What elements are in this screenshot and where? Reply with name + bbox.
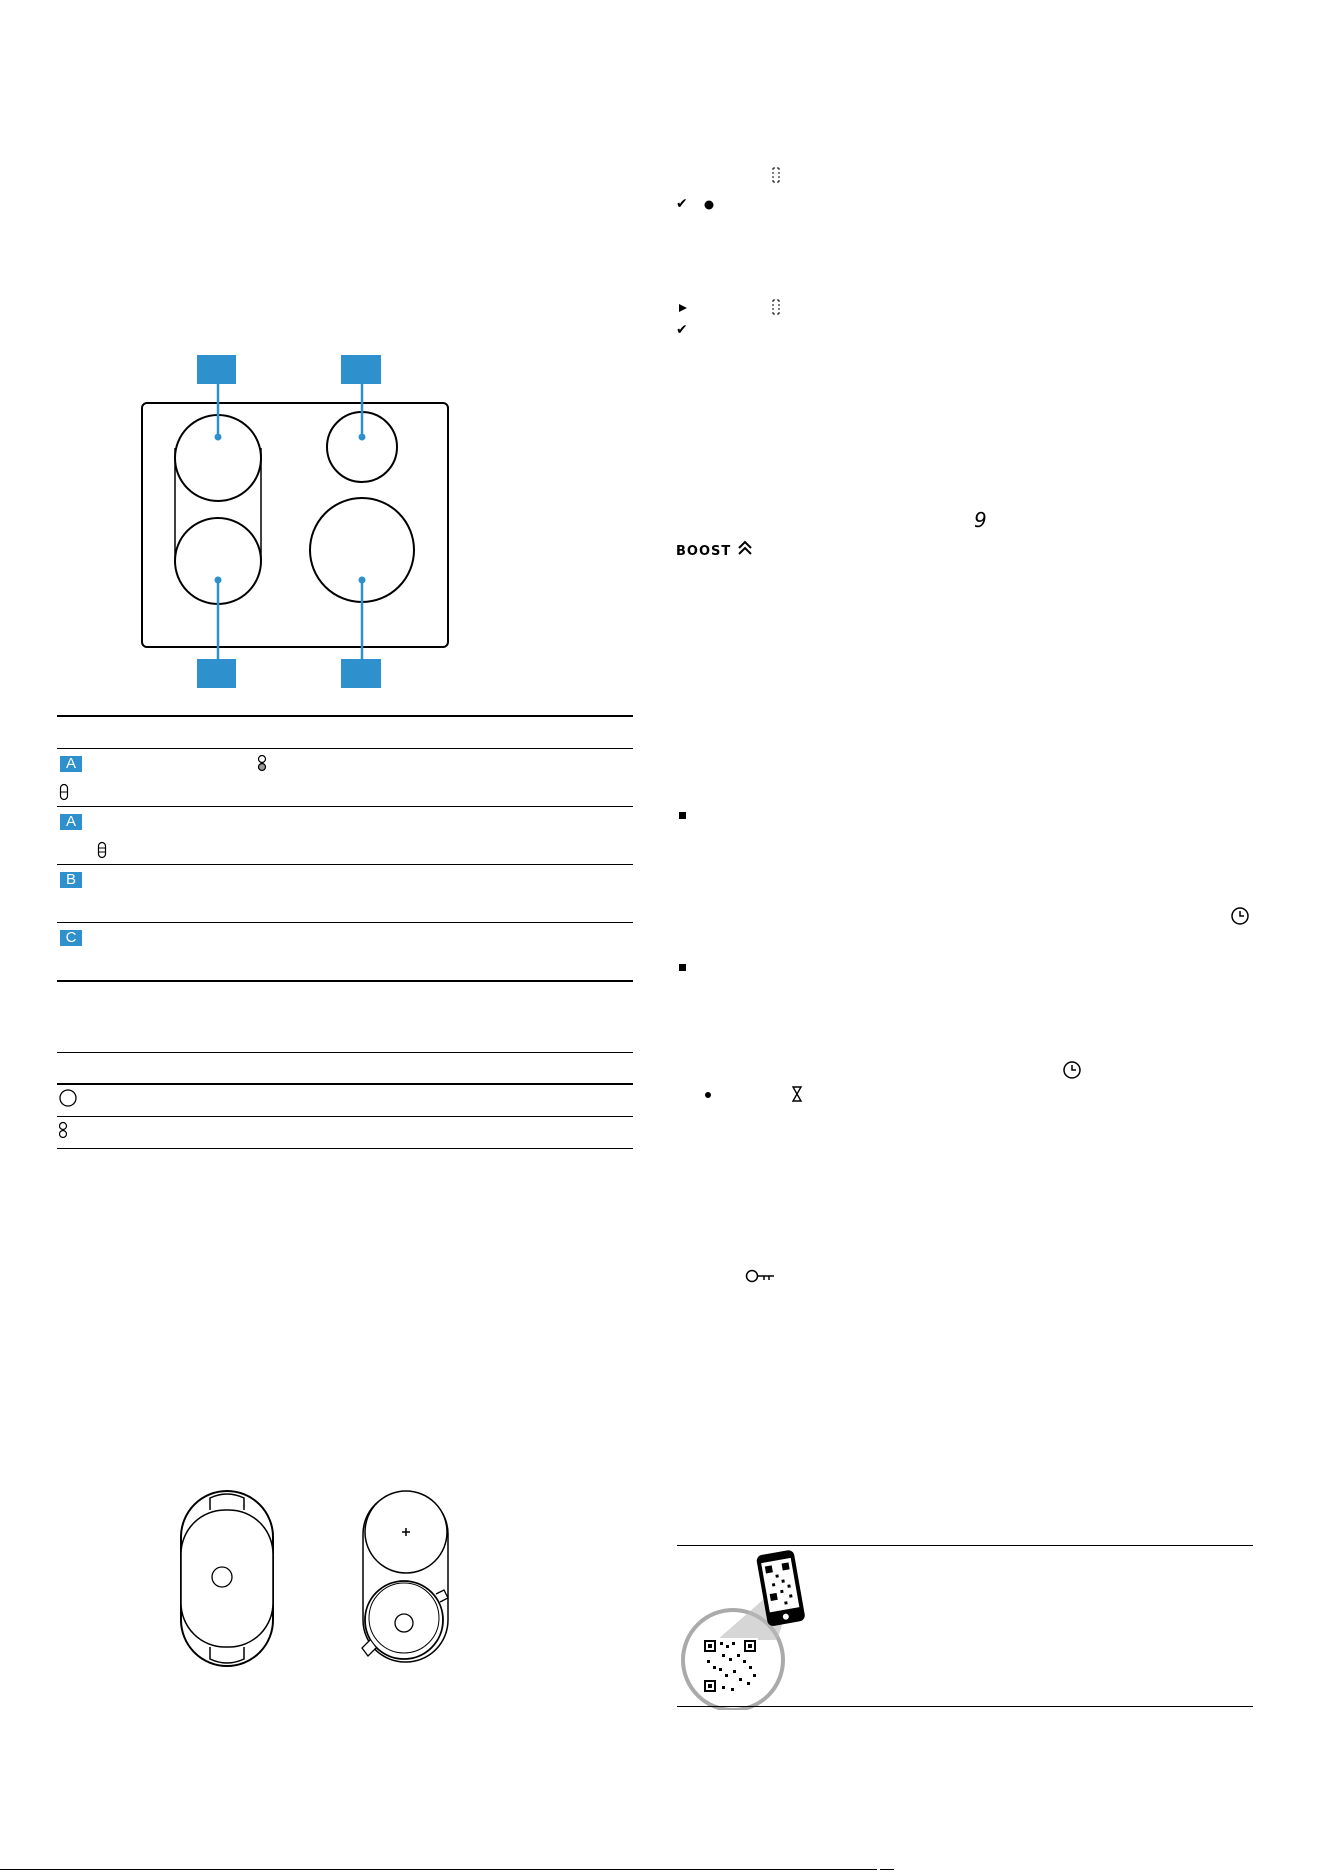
- footer-rule-short: [880, 1869, 894, 1870]
- table-header-rule: [57, 748, 633, 749]
- table2-row-rule: [57, 1116, 633, 1117]
- zone-bracket-icon: [771, 298, 781, 316]
- table2-header-rule: [57, 1052, 633, 1053]
- footer-rule: [0, 1869, 877, 1870]
- zone-badge-a: A: [60, 756, 82, 772]
- qr-box-top-rule: [677, 1545, 1253, 1546]
- table-row-rule: [57, 806, 633, 807]
- boost-symbol: [676, 539, 754, 560]
- table2-bottom-rule: [57, 1148, 633, 1149]
- flex-zone-combined-icon: [97, 841, 107, 859]
- clock-icon: [1230, 906, 1250, 926]
- zone-badge-a: A: [60, 814, 82, 830]
- square-bullet-icon: [679, 812, 687, 820]
- table2-top-rule: [57, 1083, 633, 1085]
- zone-badge-c: C: [60, 930, 82, 946]
- table-row-rule: [57, 864, 633, 865]
- double-chevron-up-icon: [736, 539, 754, 557]
- zone-bracket-icon: [771, 166, 781, 184]
- cookware-illustration: [170, 1480, 470, 1670]
- power-level-display: 9: [974, 508, 987, 532]
- dual-zone-icon: [59, 1121, 69, 1141]
- list-bullet-icon: [704, 1091, 712, 1099]
- boost-label: BOOST: [676, 544, 732, 559]
- table-top-rule: [57, 715, 633, 717]
- play-icon: [678, 303, 688, 313]
- qr-phone-icon: [677, 1550, 837, 1710]
- key-icon: [745, 1268, 777, 1284]
- check-icon: ✔: [676, 196, 688, 212]
- check-icon: ✔: [676, 322, 688, 338]
- flex-zone-icon: [257, 754, 267, 772]
- table-bottom-rule: [57, 980, 633, 982]
- dot-icon: [703, 199, 715, 211]
- flex-zone-combined-icon: [59, 783, 69, 801]
- hob-zone-diagram: [0, 0, 660, 700]
- table-row-rule: [57, 922, 633, 923]
- hourglass-icon: [791, 1085, 803, 1103]
- single-zone-icon: [59, 1088, 79, 1108]
- zone-badge-b: B: [60, 872, 82, 888]
- square-bullet-icon: [679, 964, 687, 972]
- clock-icon: [1062, 1060, 1082, 1080]
- qr-box-bottom-rule: [677, 1706, 1253, 1707]
